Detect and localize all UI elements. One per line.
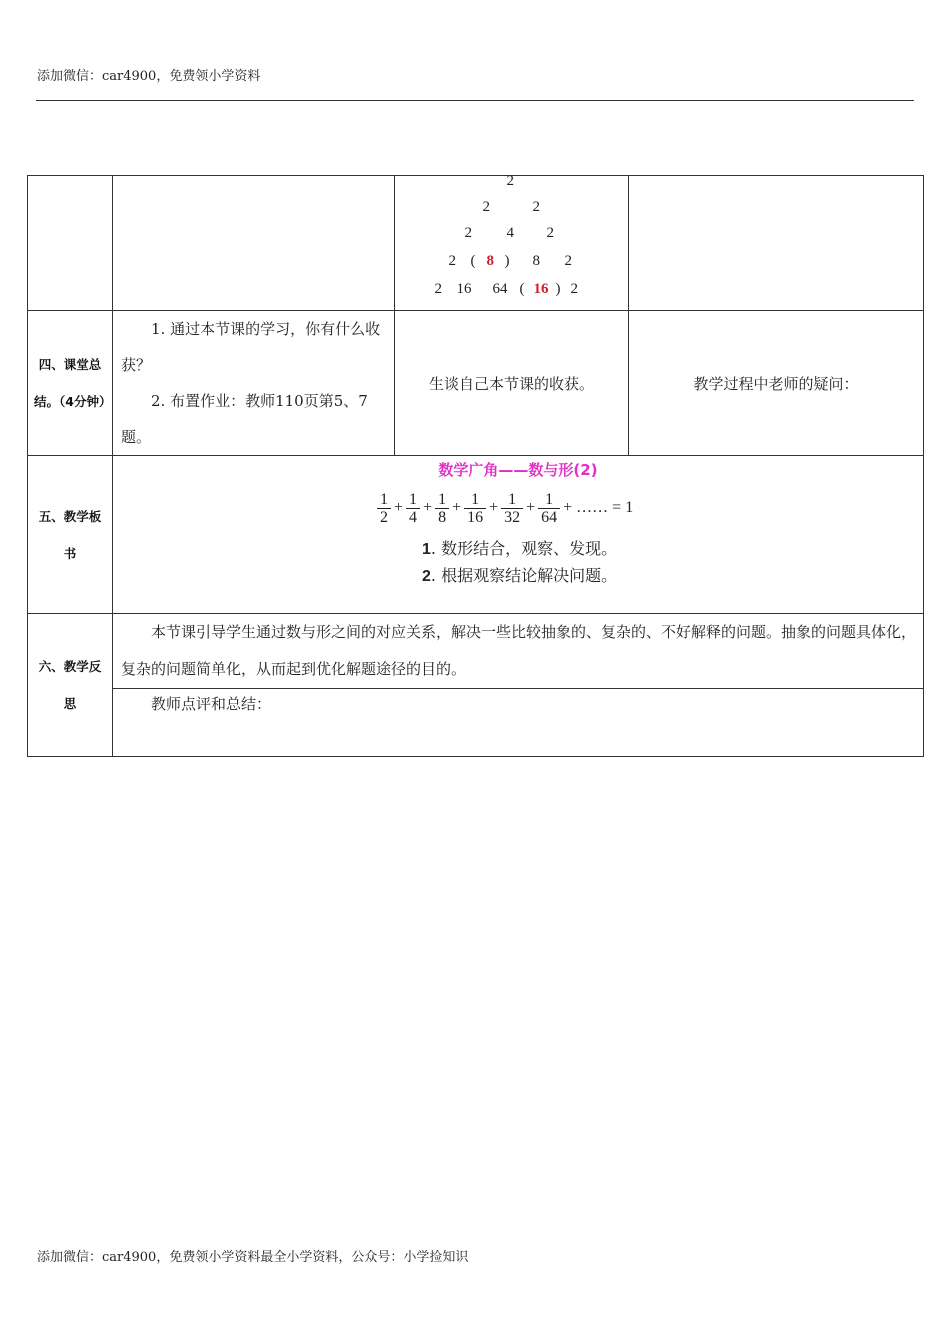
pyramid-number: 16 <box>456 281 472 297</box>
pyramid-answer: 16 <box>533 281 549 297</box>
pyramid-number: 2 <box>532 199 540 215</box>
plus-sign: + <box>423 499 433 516</box>
empty-cell <box>629 176 924 311</box>
homework-assignment: 2. 布置作业：教师110页第5、7题。 <box>121 392 368 446</box>
pyramid-bracket: ) <box>555 281 561 297</box>
fraction: $\frac{1}{64}$ <box>538 491 560 526</box>
pyramid-answer: 8 <box>486 253 494 269</box>
summary-row <box>28 311 924 456</box>
pyramid-bracket: ) <box>504 253 510 269</box>
board-point-1: 1. 数形结合，观察、发现。 <box>422 539 618 558</box>
pyramid-bracket: ( <box>470 253 476 269</box>
header-divider <box>36 100 914 101</box>
comment-cell <box>113 689 924 757</box>
blackboard <box>113 456 923 613</box>
teacher-comment: 教师点评和总结： <box>151 695 272 713</box>
section-label-reflection: 六、教学反思 <box>28 614 113 757</box>
footer-text: 添加微信：car4900，免费领小学资料最全小学资料，公众号：小学捡知识 <box>37 1250 469 1265</box>
empty-cell <box>28 176 113 311</box>
section-label-board: 五、教学板书 <box>28 456 113 614</box>
board-title: 数学广角——数与形(2) <box>438 461 598 479</box>
pyramid-number: 2 <box>448 253 456 269</box>
header-text: 添加微信：car4900，免费领小学资料 <box>37 69 261 84</box>
pyramid-cell <box>395 173 629 311</box>
pyramid-number: 2 <box>434 281 442 297</box>
reflection-text-cell <box>113 614 924 689</box>
fraction: $\frac{1}{32}$ <box>501 491 523 526</box>
board-point-2: 2. 根据观察结论解决问题。 <box>422 566 618 585</box>
pyramid-number: 2 <box>564 253 572 269</box>
pyramid-number: 2 <box>482 199 490 215</box>
pyramid-number: 2 <box>546 225 554 241</box>
series-formula <box>377 488 636 528</box>
student-activity: 生谈自己本节课的收获。 <box>395 311 629 456</box>
section-label-summary: 四、课堂总结。（4分钟） <box>28 311 113 456</box>
fraction: $\frac{1}{4}$ <box>406 491 420 526</box>
pyramid-number: 2 <box>570 281 578 297</box>
fraction: $\frac{1}{16}$ <box>464 491 486 526</box>
plus-sign: + <box>489 499 499 516</box>
plus-sign: + <box>526 499 536 516</box>
plus-sign: + <box>394 499 404 516</box>
reflection-row <box>28 614 924 689</box>
pyramid-number: 4 <box>506 225 514 241</box>
number-pyramid <box>434 173 587 310</box>
empty-cell <box>113 176 395 311</box>
plus-sign: + <box>452 499 462 516</box>
series-tail: + …… = 1 <box>563 499 634 516</box>
summary-teacher-cell <box>113 311 395 456</box>
fraction: $\frac{1}{2}$ <box>377 491 391 526</box>
pyramid-number: 8 <box>532 253 540 269</box>
reflection-text: 本节课引导学生通过数与形之间的对应关系，解决一些比较抽象的、复杂的、不好解释的问题。抽象的问题具体化，复杂的问题简单化，从而起到优化解题途径的目的。 <box>121 623 917 678</box>
pyramid-bracket: ( <box>519 281 525 297</box>
summary-question: 1. 通过本节课的学习，你有什么收获？ <box>121 320 381 374</box>
board-row <box>28 456 924 614</box>
lesson-table <box>27 175 924 757</box>
comment-row <box>28 689 924 757</box>
pyramid-number: 2 <box>506 173 514 189</box>
pyramid-number: 2 <box>464 225 472 241</box>
pyramid-number: 64 <box>492 281 508 297</box>
board-cell <box>113 456 924 614</box>
pyramid-row <box>28 176 924 311</box>
teacher-note: 教学过程中老师的疑问： <box>629 311 924 456</box>
fraction: $\frac{1}{8}$ <box>435 491 449 526</box>
